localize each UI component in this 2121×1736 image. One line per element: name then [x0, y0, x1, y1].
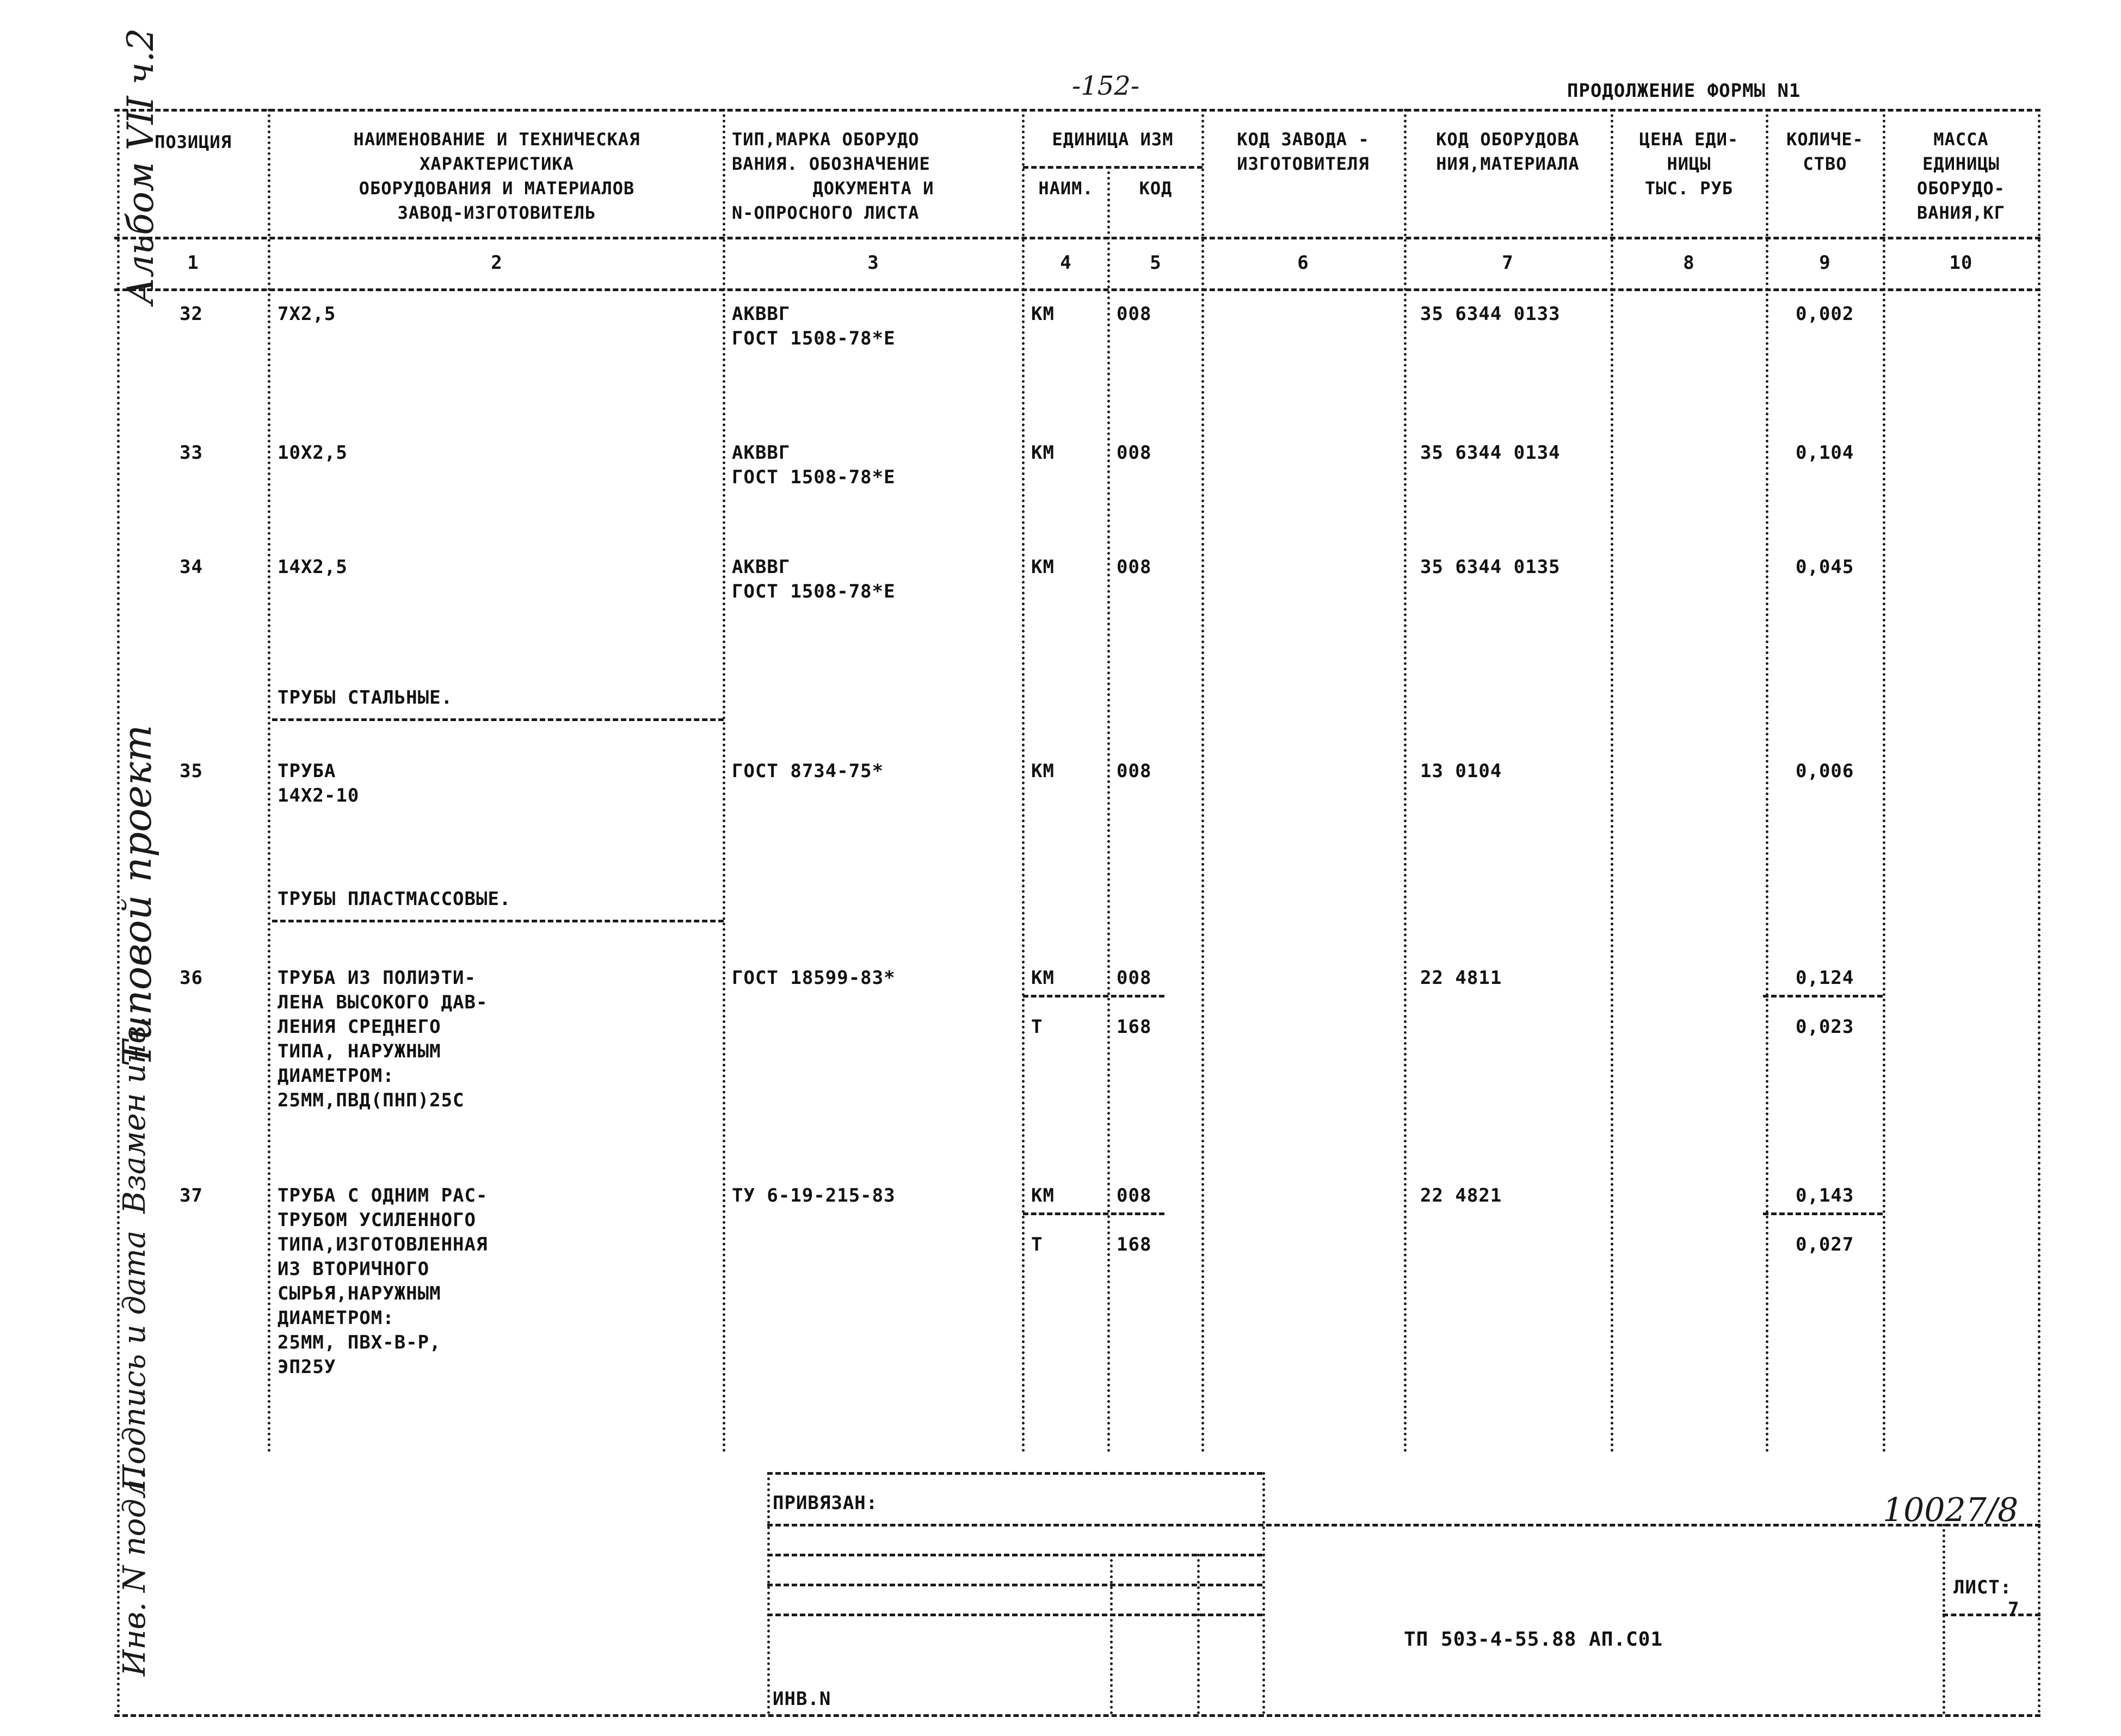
header-col6-line1: КОД ЗАВОДА -: [1237, 129, 1370, 150]
row-position: 37: [180, 1185, 203, 1206]
row-unit: КМ: [1031, 442, 1055, 464]
replace-label: Взамен инв.: [117, 1016, 152, 1214]
header-col10-line1: МАССА: [1933, 129, 1989, 150]
row-qty: 0,124: [1796, 967, 1854, 989]
header-col3-line2: ВАНИЯ. ОБОЗНАЧЕНИЕ: [732, 153, 930, 174]
stamp-inv: ИНВ.N: [773, 1688, 831, 1710]
header-col2-line2: ХАРАКТЕРИСТИКА: [420, 153, 574, 174]
row-equip-code: 35 6344 0133: [1420, 303, 1561, 325]
row-position: 34: [180, 556, 203, 578]
section-underline-2: [272, 920, 724, 922]
row-doc: ГОСТ 18599-83*: [732, 967, 896, 989]
col-number: 3: [867, 252, 879, 274]
col-divider-6: [1404, 109, 1407, 1453]
stamp-line-3: [767, 1554, 1262, 1556]
numbers-border: [114, 288, 2040, 291]
col-number: 2: [491, 252, 503, 274]
row-equip-code: 35 6344 0134: [1420, 442, 1561, 464]
continuation-title: ПРОДОЛЖЕНИЕ ФОРМЫ N1: [1567, 80, 1801, 102]
row-position: 35: [180, 760, 203, 782]
stamp-handwritten-ref: 10027/8: [1883, 1491, 2019, 1529]
col-number: 4: [1060, 252, 1072, 274]
row-name: ТРУБА С ОДНИМ РАС-: [278, 1185, 488, 1206]
row-name: ТРУБОМ УСИЛЕННОГО: [278, 1209, 476, 1231]
section-underline-1: [272, 718, 724, 721]
col-number: 9: [1819, 252, 1831, 274]
qty-split-37: [1763, 1212, 1883, 1215]
row-code: 008: [1117, 442, 1152, 464]
album-label: Альбом VII ч.2: [120, 28, 162, 305]
bottom-border: [114, 1714, 2040, 1717]
row-name: 7Х2,5: [278, 303, 336, 325]
signature-label: Подпись и дата: [117, 1230, 152, 1491]
row-name: ДИАМЕТРОМ:: [278, 1065, 394, 1087]
section-heading-plastic: ТРУБЫ ПЛАСТМАССОВЫЕ.: [278, 888, 511, 910]
col-number: 6: [1297, 252, 1309, 274]
col-number: 8: [1683, 252, 1695, 274]
header-col9-line1: КОЛИЧЕ-: [1786, 129, 1864, 150]
project-label: Типовой проект: [114, 724, 160, 1067]
header-col5: КОД: [1139, 178, 1173, 199]
stamp-divider-a: [767, 1472, 770, 1714]
row-code: 008: [1117, 760, 1152, 782]
unit-split-37: [1023, 1212, 1164, 1215]
row-name: 10Х2,5: [278, 442, 348, 464]
col-divider-8: [1766, 109, 1768, 1453]
stamp-doc-code: ТП 503-4-55.88 АП.С01: [1404, 1628, 1663, 1651]
col-border-left: [117, 109, 120, 1714]
row-code: 008: [1117, 967, 1152, 989]
stamp-sheet-label: ЛИСТ:: [1953, 1577, 2012, 1598]
header-col10-line3: ОБОРУДО-: [1916, 178, 2006, 199]
row-position: 32: [180, 303, 203, 325]
row-position: 36: [180, 967, 203, 989]
row-doc: ГОСТ 1508-78*Е: [732, 581, 896, 602]
header-col2-line3: ОБОРУДОВАНИЯ И МАТЕРИАЛОВ: [359, 178, 635, 199]
stamp-line-4: [767, 1584, 1262, 1586]
row-name: 14Х2-10: [278, 785, 360, 807]
row-name: 14Х2,5: [278, 556, 348, 578]
row-unit: КМ: [1031, 1185, 1055, 1206]
row-doc: ГОСТ 8734-75*: [732, 760, 884, 782]
col-border-right: [2038, 109, 2040, 1714]
stamp-divider-d: [1262, 1472, 1265, 1714]
header-col3-line1: ТИП,МАРКА ОБОРУДО: [732, 129, 920, 150]
row-qty: 0,045: [1796, 556, 1854, 578]
header-col3-line3: ДОКУМЕНТА И: [812, 178, 934, 199]
top-border: [114, 109, 2040, 112]
row-equip-code: 13 0104: [1420, 760, 1502, 782]
stamp-sheet-number: 7: [2008, 1598, 2020, 1620]
row-doc: ГОСТ 1508-78*Е: [732, 466, 896, 488]
col-divider-2: [723, 109, 725, 1453]
row-unit: КМ: [1031, 303, 1055, 325]
col-divider-3: [1022, 109, 1025, 1453]
header-col10-line4: ВАНИЯ,КГ: [1916, 202, 2006, 223]
header-col7-line1: КОД ОБОРУДОВА: [1436, 129, 1580, 150]
header-col8-line2: НИЦЫ: [1667, 153, 1711, 174]
row-name: 25ММ, ПВХ-В-Р,: [278, 1332, 441, 1353]
header-unit: ЕДИНИЦА ИЗМ: [1052, 129, 1174, 150]
col-number: 10: [1949, 252, 1973, 274]
row-name: ТИПА, НАРУЖНЫМ: [278, 1041, 441, 1062]
stamp-line-2: [767, 1524, 2040, 1526]
row-code: 168: [1117, 1234, 1152, 1255]
col-number: 7: [1502, 252, 1514, 274]
unit-split-36: [1023, 995, 1164, 998]
row-qty: 0,023: [1796, 1016, 1854, 1038]
col-divider-9: [1883, 109, 1885, 1453]
header-border: [114, 237, 2040, 239]
row-name: ТИПА,ИЗГОТОВЛЕННАЯ: [278, 1234, 488, 1255]
row-code: 008: [1117, 556, 1152, 578]
header-col1: ПОЗИЦИЯ: [155, 132, 232, 152]
col-divider-4: [1107, 166, 1110, 1453]
qty-split-36: [1763, 995, 1883, 998]
row-unit: Т: [1031, 1016, 1043, 1038]
stamp-divider-c: [1197, 1554, 1200, 1714]
row-doc: АКВВГ: [732, 442, 791, 464]
row-code: 008: [1117, 1185, 1152, 1206]
row-name: СЫРЬЯ,НАРУЖНЫМ: [278, 1283, 441, 1304]
header-col10-line2: ЕДИНИЦЫ: [1922, 153, 2000, 174]
row-qty: 0,002: [1796, 303, 1854, 325]
stamp-divider-e: [1943, 1524, 1945, 1714]
header-col2-line4: ЗАВОД-ИЗГОТОВИТЕЛЬ: [397, 202, 596, 223]
header-col4: НАИМ.: [1038, 178, 1094, 199]
row-name: ДИАМЕТРОМ:: [278, 1307, 394, 1329]
header-col6-line2: ИЗГОТОВИТЕЛЯ: [1237, 153, 1370, 174]
row-equip-code: 22 4821: [1420, 1185, 1502, 1206]
unit-split-line: [1023, 166, 1203, 169]
row-qty: 0,006: [1796, 760, 1854, 782]
col-divider-7: [1611, 109, 1613, 1453]
header-col8-line3: ТЫС. РУБ: [1644, 178, 1734, 199]
row-code: 168: [1117, 1016, 1152, 1038]
stamp-top: [767, 1472, 1262, 1475]
row-qty: 0,143: [1796, 1185, 1854, 1206]
row-name: ТРУБА: [278, 760, 336, 782]
col-number: 1: [187, 252, 199, 274]
page-number: -152-: [1072, 71, 1140, 101]
header-col7-line2: НИЯ,МАТЕРИАЛА: [1436, 153, 1580, 174]
row-name: 25ММ,ПВД(ПНП)25С: [278, 1089, 465, 1111]
col-divider-5: [1201, 109, 1204, 1453]
row-name: ТРУБА ИЗ ПОЛИЭТИ-: [278, 967, 476, 989]
stamp-divider-b: [1110, 1554, 1113, 1714]
row-code: 008: [1117, 303, 1152, 325]
row-unit: Т: [1031, 1234, 1043, 1255]
row-name: ЭП25У: [278, 1356, 336, 1378]
row-equip-code: 22 4811: [1420, 967, 1502, 989]
header-col8-line1: ЦЕНА ЕДИ-: [1639, 129, 1739, 150]
stamp-sheet-line: [1943, 1614, 2040, 1616]
row-unit: КМ: [1031, 760, 1055, 782]
col-number: 5: [1150, 252, 1162, 274]
col-divider-1: [268, 109, 270, 1453]
header-col2-line1: НАИМЕНОВАНИЕ И ТЕХНИЧЕСКАЯ: [353, 129, 640, 150]
row-doc: АКВВГ: [732, 303, 791, 325]
row-position: 33: [180, 442, 203, 464]
row-name: ИЗ ВТОРИЧНОГО: [278, 1258, 430, 1280]
inv-no-label: Инв. N подл.: [117, 1469, 152, 1676]
row-name: ЛЕНА ВЫСОКОГО ДАВ-: [278, 992, 488, 1013]
row-doc: ТУ 6-19-215-83: [732, 1185, 896, 1206]
stamp-line-5: [767, 1614, 1262, 1616]
header-col9-line2: СТВО: [1803, 153, 1847, 174]
row-qty: 0,027: [1796, 1234, 1854, 1255]
row-equip-code: 35 6344 0135: [1420, 556, 1561, 578]
header-col3-line4: N-ОПРОСНОГО ЛИСТА: [732, 202, 920, 223]
row-unit: КМ: [1031, 967, 1055, 989]
row-name: ЛЕНИЯ СРЕДНЕГО: [278, 1016, 441, 1038]
stamp-privyazan: ПРИВЯЗАН:: [773, 1492, 878, 1514]
row-qty: 0,104: [1796, 442, 1854, 464]
row-unit: КМ: [1031, 556, 1055, 578]
row-doc: АКВВГ: [732, 556, 791, 578]
row-doc: ГОСТ 1508-78*Е: [732, 328, 896, 349]
section-heading-steel: ТРУБЫ СТАЛЬНЫЕ.: [278, 687, 453, 709]
